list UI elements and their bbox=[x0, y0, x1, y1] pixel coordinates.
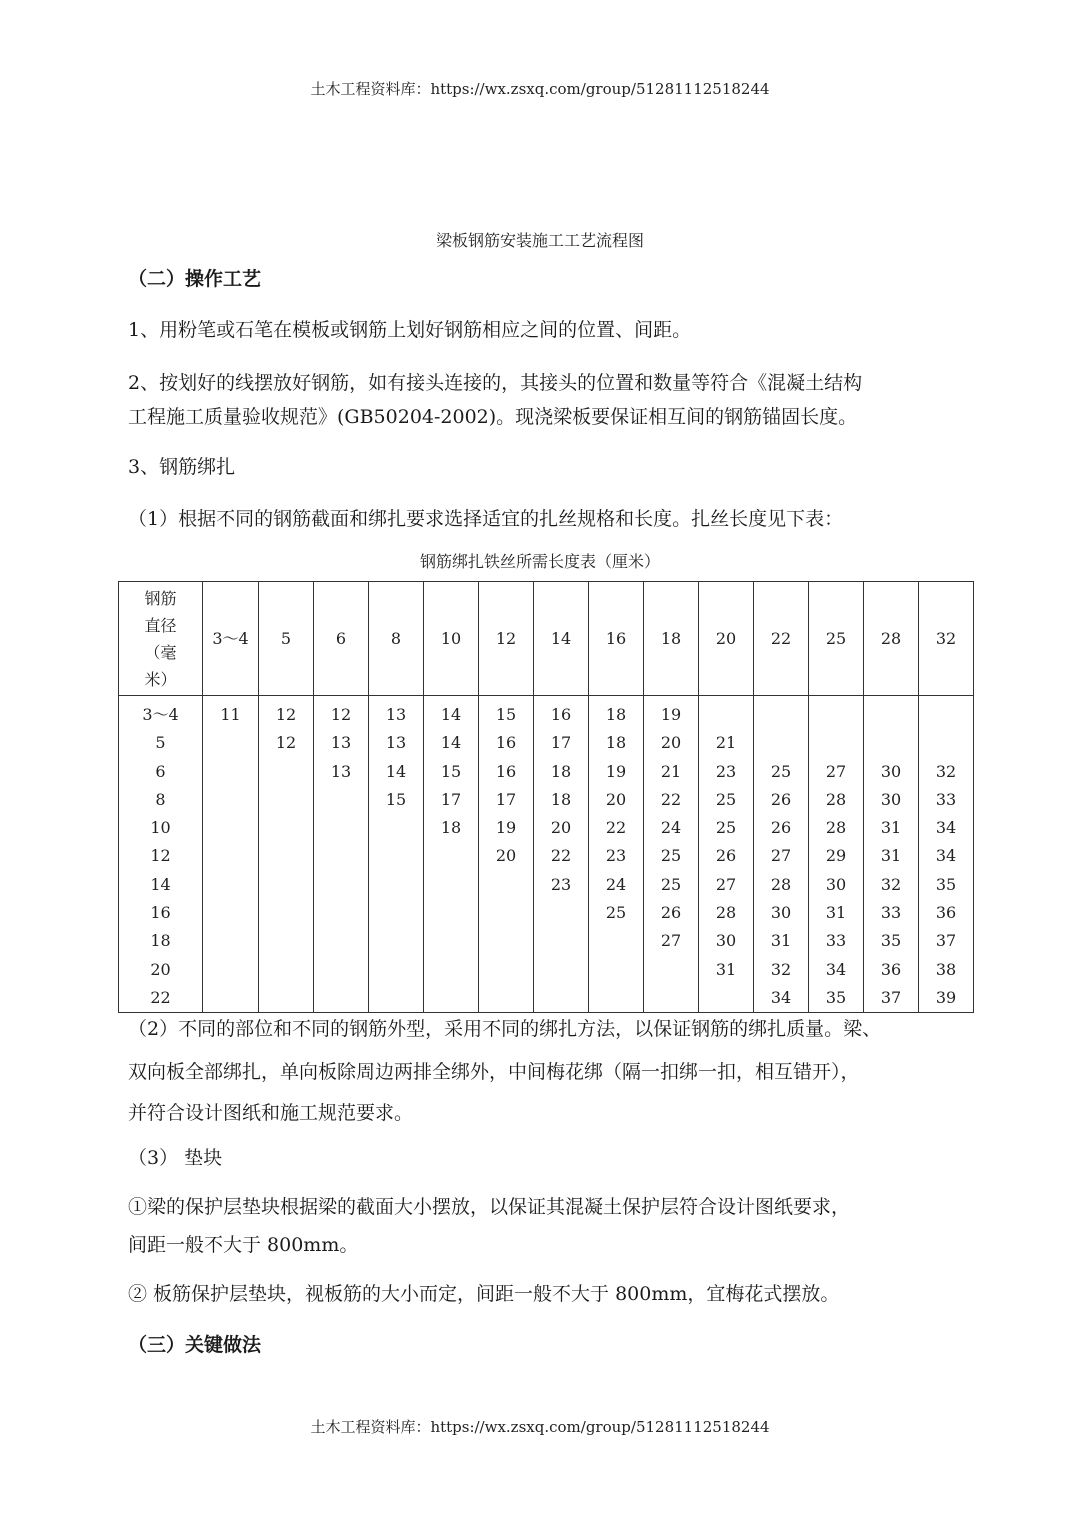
table-cell: 31 bbox=[880, 818, 902, 838]
column-header: 8 bbox=[369, 582, 424, 696]
table-cell: 35 bbox=[880, 931, 902, 951]
data-column bbox=[754, 696, 809, 1013]
table-cell: 25 bbox=[660, 874, 682, 894]
table-corner-cell bbox=[119, 582, 203, 696]
data-column bbox=[919, 696, 974, 1013]
table-cell: 22 bbox=[660, 789, 682, 809]
table-cell: 11 bbox=[220, 705, 241, 724]
paragraph-step-3-2-line-3: 并符合设计图纸和施工规范要求。 bbox=[128, 1102, 414, 1124]
table-cell: 28 bbox=[770, 874, 792, 894]
table-cell: 32 bbox=[770, 959, 792, 979]
table-cell: 25 bbox=[660, 846, 682, 866]
table-cell: 25 bbox=[715, 818, 737, 838]
paragraph-pad-1-line-1: ①梁的保护层垫块根据梁的截面大小摆放，以保证其混凝土保护层符合设计图纸要求， bbox=[128, 1196, 851, 1218]
table-cell: 36 bbox=[935, 903, 957, 923]
table-cell: 29 bbox=[825, 846, 847, 866]
page-header: 土木工程资料库：https://wx.zsxq.com/group/51281112518244 bbox=[310, 80, 770, 98]
column-header: 5 bbox=[259, 582, 314, 696]
table-cell: 25 bbox=[605, 903, 627, 923]
table-cell: 16 bbox=[495, 733, 517, 753]
heading-step-3-3: （3） 垫块 bbox=[128, 1147, 223, 1169]
table-body-row bbox=[119, 696, 974, 1013]
table-cell: 14 bbox=[440, 733, 462, 753]
row-header: 6 bbox=[155, 761, 166, 781]
data-column bbox=[479, 696, 534, 1013]
table-cell bbox=[864, 729, 918, 757]
table-cell: 13 bbox=[330, 733, 352, 753]
table-cell: 15 bbox=[385, 789, 407, 809]
table-cell: 33 bbox=[880, 903, 902, 923]
table-cell: 25 bbox=[770, 761, 792, 781]
table-cell: 17 bbox=[440, 789, 462, 809]
table-cell: 34 bbox=[770, 987, 792, 1007]
table-cell bbox=[919, 729, 973, 757]
table-cell: 33 bbox=[935, 789, 957, 809]
column-header: 12 bbox=[479, 582, 534, 696]
column-header: 10 bbox=[424, 582, 479, 696]
table-cell bbox=[864, 701, 918, 729]
table-cell bbox=[754, 701, 808, 729]
data-column bbox=[369, 696, 424, 1013]
row-header: 3～4 bbox=[142, 705, 179, 724]
table-cell bbox=[699, 701, 753, 729]
table-cell: 34 bbox=[935, 818, 957, 838]
table-cell: 28 bbox=[825, 789, 847, 809]
table-cell: 21 bbox=[715, 733, 737, 753]
row-header: 22 bbox=[150, 987, 171, 1007]
table-cell bbox=[809, 729, 863, 757]
column-header: 25 bbox=[809, 582, 864, 696]
table-cell: 21 bbox=[660, 761, 682, 781]
table-cell: 16 bbox=[495, 761, 517, 781]
table-cell: 31 bbox=[880, 846, 902, 866]
table-cell: 35 bbox=[825, 987, 847, 1007]
row-header: 16 bbox=[150, 903, 171, 923]
table-cell: 19 bbox=[495, 818, 517, 838]
column-header: 16 bbox=[589, 582, 644, 696]
table-cell: 20 bbox=[605, 789, 627, 809]
table-cell: 26 bbox=[770, 789, 792, 809]
paragraph-step-3-1: （1）根据不同的钢筋截面和绑扎要求选择适宜的扎丝规格和长度。扎丝长度见下表： bbox=[128, 508, 844, 530]
section-title-key-practices: （三）关键做法 bbox=[128, 1334, 262, 1356]
table-cell: 20 bbox=[660, 733, 682, 753]
table-cell: 34 bbox=[935, 846, 957, 866]
table-cell: 13 bbox=[330, 761, 352, 781]
table-cell: 28 bbox=[825, 818, 847, 838]
table-cell: 15 bbox=[440, 761, 462, 781]
row-headers-column bbox=[119, 696, 203, 1013]
row-header: 14 bbox=[150, 874, 171, 894]
table-cell: 35 bbox=[935, 874, 957, 894]
table-cell: 18 bbox=[440, 818, 462, 838]
table-cell: 34 bbox=[825, 959, 847, 979]
table-cell: 32 bbox=[880, 874, 902, 894]
table-cell: 23 bbox=[605, 846, 627, 866]
table-cell: 26 bbox=[770, 818, 792, 838]
table-cell: 23 bbox=[715, 761, 737, 781]
table-cell: 12 bbox=[275, 705, 297, 724]
table-cell: 30 bbox=[715, 931, 737, 951]
table-cell: 31 bbox=[770, 931, 792, 951]
table-cell: 17 bbox=[495, 789, 517, 809]
table-cell: 19 bbox=[605, 761, 627, 781]
table-cell: 27 bbox=[770, 846, 792, 866]
table-cell: 30 bbox=[880, 789, 902, 809]
table-cell: 39 bbox=[935, 987, 957, 1007]
table-cell: 32 bbox=[935, 761, 957, 781]
table-cell: 23 bbox=[550, 874, 572, 894]
table-cell: 31 bbox=[825, 903, 847, 923]
corner-label-line: 直径 bbox=[144, 615, 177, 635]
wire-length-table bbox=[118, 581, 974, 1013]
table-cell: 13 bbox=[385, 733, 407, 753]
column-header: 22 bbox=[754, 582, 809, 696]
column-header: 14 bbox=[534, 582, 589, 696]
paragraph-step-3-2-line-1: （2）不同的部位和不同的钢筋外型，采用不同的绑扎方法，以保证钢筋的绑扎质量。梁、 bbox=[128, 1018, 882, 1040]
paragraph-step-2-line-1: 2、按划好的线摆放好钢筋，如有接头连接的，其接头的位置和数量等符合《混凝土结构 bbox=[128, 372, 863, 394]
paragraph-step-1: 1、用粉笔或石笔在模板或钢筋上划好钢筋相应之间的位置、间距。 bbox=[128, 319, 692, 341]
data-column bbox=[644, 696, 699, 1013]
table-cell: 18 bbox=[605, 733, 627, 753]
column-header: 18 bbox=[644, 582, 699, 696]
data-column bbox=[864, 696, 919, 1013]
table-cell: 27 bbox=[660, 931, 682, 951]
table-cell: 18 bbox=[605, 705, 627, 724]
data-column bbox=[203, 696, 259, 1013]
table-cell: 22 bbox=[605, 818, 627, 838]
table-cell: 30 bbox=[880, 761, 902, 781]
table-cell: 28 bbox=[715, 903, 737, 923]
table-cell: 12 bbox=[275, 733, 297, 753]
table-cell: 18 bbox=[550, 789, 572, 809]
row-header: 20 bbox=[150, 959, 171, 979]
table-cell: 26 bbox=[660, 903, 682, 923]
flowchart-caption: 梁板钢筋安装施工工艺流程图 bbox=[435, 231, 644, 250]
table-cell: 22 bbox=[550, 846, 572, 866]
page-footer: 土木工程资料库：https://wx.zsxq.com/group/51281112518244 bbox=[310, 1418, 770, 1436]
corner-label-line: （毫 bbox=[144, 642, 177, 662]
corner-label-line: 米） bbox=[144, 669, 177, 689]
column-header: 3～4 bbox=[203, 582, 259, 696]
heading-step-3: 3、钢筋绑扎 bbox=[128, 456, 236, 478]
section-title-operation: （二）操作工艺 bbox=[128, 268, 262, 290]
table-cell: 37 bbox=[880, 987, 902, 1007]
table-cell: 30 bbox=[770, 903, 792, 923]
table-cell: 18 bbox=[550, 761, 572, 781]
row-header: 12 bbox=[150, 846, 171, 866]
paragraph-pad-1-line-2: 间距一般不大于 800mm。 bbox=[128, 1234, 359, 1256]
table-cell: 36 bbox=[880, 959, 902, 979]
data-column bbox=[699, 696, 754, 1013]
table-caption: 钢筋绑扎铁丝所需长度表（厘米） bbox=[419, 552, 660, 571]
table-cell: 12 bbox=[330, 705, 352, 724]
table-cell: 16 bbox=[550, 705, 572, 724]
table-cell: 37 bbox=[935, 931, 957, 951]
table-cell bbox=[809, 701, 863, 729]
table-cell: 38 bbox=[935, 959, 957, 979]
row-header: 8 bbox=[155, 789, 166, 809]
table-cell: 14 bbox=[440, 705, 462, 724]
table-cell: 14 bbox=[385, 761, 407, 781]
row-header: 10 bbox=[150, 818, 171, 838]
data-column bbox=[259, 696, 314, 1013]
corner-label-line: 钢筋 bbox=[144, 588, 177, 608]
column-header: 6 bbox=[314, 582, 369, 696]
table-cell: 30 bbox=[825, 874, 847, 894]
table-cell: 13 bbox=[385, 705, 407, 724]
table-cell: 15 bbox=[495, 705, 517, 724]
paragraph-step-2-line-2: 工程施工质量验收规范》(GB50204-2002)。现浇梁板要保证相互间的钢筋锚固长度。 bbox=[128, 406, 858, 428]
table-cell: 24 bbox=[660, 818, 682, 838]
table-cell: 27 bbox=[825, 761, 847, 781]
table-cell: 25 bbox=[715, 789, 737, 809]
table-cell: 17 bbox=[550, 733, 572, 753]
data-column bbox=[809, 696, 864, 1013]
column-header: 32 bbox=[919, 582, 974, 696]
table-header-row bbox=[119, 582, 974, 696]
column-header: 20 bbox=[699, 582, 754, 696]
row-header: 18 bbox=[150, 931, 171, 951]
table-cell: 27 bbox=[715, 874, 737, 894]
table-cell: 19 bbox=[660, 705, 682, 724]
data-column bbox=[424, 696, 479, 1013]
data-column bbox=[314, 696, 369, 1013]
table-cell: 33 bbox=[825, 931, 847, 951]
table-cell: 20 bbox=[495, 846, 517, 866]
table-cell: 26 bbox=[715, 846, 737, 866]
row-header: 5 bbox=[155, 733, 166, 753]
table-cell: 31 bbox=[715, 959, 737, 979]
table-cell: 24 bbox=[605, 874, 627, 894]
table-cell bbox=[919, 701, 973, 729]
paragraph-step-3-2-line-2: 双向板全部绑扎，单向板除周边两排全绑外，中间梅花绑（隔一扣绑一扣，相互错开）， bbox=[128, 1061, 860, 1083]
data-column bbox=[534, 696, 589, 1013]
paragraph-pad-2: ② 板筋保护层垫块，视板筋的大小而定，间距一般不大于 800mm，宜梅花式摆放。 bbox=[128, 1283, 840, 1305]
table-cell bbox=[754, 729, 808, 757]
data-column bbox=[589, 696, 644, 1013]
column-header: 28 bbox=[864, 582, 919, 696]
table-cell: 20 bbox=[550, 818, 572, 838]
